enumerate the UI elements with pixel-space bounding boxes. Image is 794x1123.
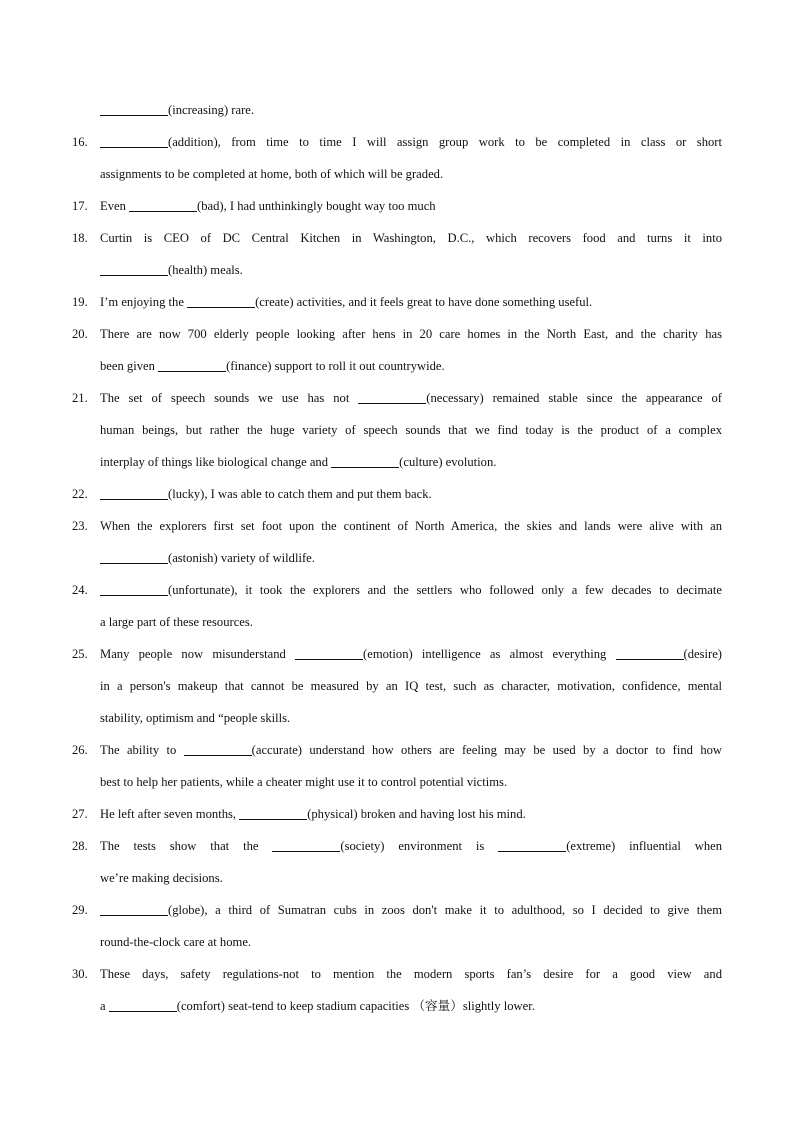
- question-text: [100, 158, 722, 190]
- exercise-line: [0, 926, 794, 958]
- question-number: 24.: [72, 583, 88, 597]
- text-segment: (emotion) intelligence as almost everything: [363, 647, 616, 661]
- exercise-line: [0, 606, 794, 638]
- answer-blank[interactable]: [100, 127, 168, 148]
- answer-blank[interactable]: [100, 255, 168, 276]
- answer-blank[interactable]: [498, 831, 566, 852]
- question-text: [100, 478, 722, 510]
- exercise-line: [0, 446, 794, 478]
- answer-blank[interactable]: [295, 639, 363, 660]
- text-segment: (extreme) influential when: [566, 839, 722, 853]
- text-segment: (desire): [683, 647, 722, 661]
- text-segment: (health) meals.: [168, 263, 243, 277]
- text-segment: There are now 700 elderly people looking after hens in 20 care homes in the North East, and the charity has: [100, 327, 722, 341]
- text-segment: (finance) support to roll it out countrywide.: [226, 359, 445, 373]
- text-segment: I’m enjoying the: [100, 295, 188, 309]
- exercise-line: [0, 286, 794, 318]
- question-text: [100, 734, 722, 766]
- question-number: 16.: [72, 135, 88, 149]
- exercise-line: [0, 798, 794, 830]
- text-segment: (unfortunate), it took the explorers and the settlers who followed only a few decades to decimate: [168, 583, 722, 597]
- question-text: [100, 702, 722, 734]
- question-text: [100, 958, 722, 990]
- question-text: [100, 318, 722, 350]
- question-number: 30.: [72, 967, 88, 981]
- question-number: 28.: [72, 839, 88, 853]
- answer-blank[interactable]: [184, 735, 252, 756]
- question-number: 23.: [72, 519, 88, 533]
- question-text: [100, 574, 722, 606]
- question-number: 27.: [72, 807, 88, 821]
- answer-blank[interactable]: [100, 543, 168, 564]
- text-segment: (addition), from time to time I will assign group work to be completed in class or short: [168, 135, 722, 149]
- text-segment: (culture) evolution.: [399, 455, 497, 469]
- text-segment: When the explorers first set foot upon the continent of North America, the skies and lands were alive with an: [100, 519, 722, 533]
- exercise-line: [0, 158, 794, 190]
- text-segment: round-the-clock care at home.: [100, 935, 252, 949]
- text-segment: (increasing) rare.: [168, 103, 255, 117]
- question-text: [100, 798, 722, 830]
- text-segment: interplay of things like biological change and: [100, 455, 332, 469]
- text-segment: (lucky), I was able to catch them and put them back.: [168, 487, 432, 501]
- question-text: [100, 542, 722, 574]
- answer-blank[interactable]: [358, 383, 426, 404]
- question-text: [100, 510, 722, 542]
- question-number: 21.: [72, 391, 88, 405]
- text-segment: (necessary) remained stable since the appearance of: [426, 391, 722, 405]
- exercise-list: [0, 94, 794, 1022]
- text-segment: (globe), a third of Sumatran cubs in zoos don't make it to adulthood, so I decided to give them: [168, 903, 722, 917]
- text-segment: (accurate) understand how others are feeling may be used by a doctor to find how: [251, 743, 722, 757]
- text-segment: we’re making decisions.: [100, 871, 223, 885]
- exercise-line: [0, 254, 794, 286]
- question-text: [100, 126, 722, 158]
- text-segment: (create) activities, and it feels great to have done something useful.: [255, 295, 593, 309]
- exercise-line: [0, 702, 794, 734]
- question-number: 17.: [72, 199, 88, 213]
- answer-blank[interactable]: [100, 895, 168, 916]
- answer-blank[interactable]: [129, 191, 197, 212]
- answer-blank[interactable]: [331, 447, 399, 468]
- question-text: [100, 446, 722, 478]
- question-text: [100, 766, 722, 798]
- answer-blank[interactable]: [100, 479, 168, 500]
- text-segment: (bad), I had unthinkingly bought way too much: [197, 199, 436, 213]
- question-number: 20.: [72, 327, 88, 341]
- exercise-line: [0, 670, 794, 702]
- exercise-line: [0, 478, 794, 510]
- text-segment: a: [100, 999, 109, 1013]
- question-text: [100, 926, 722, 958]
- text-segment: (astonish) variety of wildlife.: [168, 551, 315, 565]
- exercise-line: [0, 510, 794, 542]
- text-segment: Curtin is CEO of DC Central Kitchen in Washington, D.C., which recovers food and turns it into: [100, 231, 722, 245]
- question-text: [100, 94, 722, 126]
- question-text: [100, 382, 722, 414]
- exercise-line: [0, 382, 794, 414]
- question-text: [100, 638, 722, 670]
- exercise-line: [0, 318, 794, 350]
- answer-blank[interactable]: [272, 831, 340, 852]
- exercise-line: [0, 830, 794, 862]
- exercise-line: [0, 638, 794, 670]
- question-text: [100, 414, 722, 446]
- question-text: [100, 286, 722, 318]
- question-text: [100, 254, 722, 286]
- question-number: 18.: [72, 231, 88, 245]
- exercise-line: [0, 542, 794, 574]
- text-segment: The set of speech sounds we use has not: [100, 391, 359, 405]
- text-segment: a large part of these resources.: [100, 615, 253, 629]
- text-segment: (comfort) seat-tend to keep stadium capacities （容量）slightly lower.: [176, 999, 535, 1013]
- exercise-line: [0, 862, 794, 894]
- answer-blank[interactable]: [239, 799, 307, 820]
- answer-blank[interactable]: [187, 287, 255, 308]
- exercise-line: [0, 94, 794, 126]
- question-number: 19.: [72, 295, 88, 309]
- question-text: [100, 862, 722, 894]
- exercise-line: [0, 190, 794, 222]
- exercise-line: [0, 990, 794, 1022]
- text-segment: Many people now misunderstand: [100, 647, 296, 661]
- answer-blank[interactable]: [109, 991, 177, 1012]
- exercise-line: [0, 350, 794, 382]
- question-text: [100, 990, 722, 1022]
- question-text: [100, 830, 722, 862]
- text-segment: Even: [100, 199, 130, 213]
- text-segment: in a person's makeup that cannot be measured by an IQ test, such as character, motivation, confidence, mental: [100, 679, 722, 693]
- text-segment: The ability to: [100, 743, 184, 757]
- question-number: 22.: [72, 487, 88, 501]
- exercise-line: [0, 126, 794, 158]
- text-segment: (society) environment is: [340, 839, 499, 853]
- text-segment: (physical) broken and having lost his mind.: [307, 807, 526, 821]
- answer-blank[interactable]: [100, 95, 168, 116]
- text-segment: best to help her patients, while a cheater might use it to control potential victims.: [100, 775, 508, 789]
- question-text: [100, 190, 722, 222]
- question-text: [100, 222, 722, 254]
- exercise-line: [0, 766, 794, 798]
- exercise-line: [0, 894, 794, 926]
- answer-blank[interactable]: [100, 575, 168, 596]
- question-number: 25.: [72, 647, 88, 661]
- answer-blank[interactable]: [616, 639, 684, 660]
- exercise-line: [0, 958, 794, 990]
- text-segment: He left after seven months,: [100, 807, 240, 821]
- text-segment: The tests show that the: [100, 839, 273, 853]
- question-text: [100, 350, 722, 382]
- text-segment: These days, safety regulations-not to mention the modern sports fan’s desire for a good view and: [100, 967, 722, 981]
- question-text: [100, 606, 722, 638]
- exercise-line: [0, 414, 794, 446]
- question-text: [100, 894, 722, 926]
- exercise-line: [0, 734, 794, 766]
- exercise-line: [0, 222, 794, 254]
- text-segment: human beings, but rather the huge variety of speech sounds that we find today is the product of a complex: [100, 423, 722, 437]
- question-number: 29.: [72, 903, 88, 917]
- text-segment: stability, optimism and “people skills.: [100, 711, 291, 725]
- answer-blank[interactable]: [158, 351, 226, 372]
- text-segment: been given: [100, 359, 159, 373]
- question-number: 26.: [72, 743, 88, 757]
- text-segment: assignments to be completed at home, both of which will be graded.: [100, 167, 444, 181]
- question-text: [100, 670, 722, 702]
- exercise-line: [0, 574, 794, 606]
